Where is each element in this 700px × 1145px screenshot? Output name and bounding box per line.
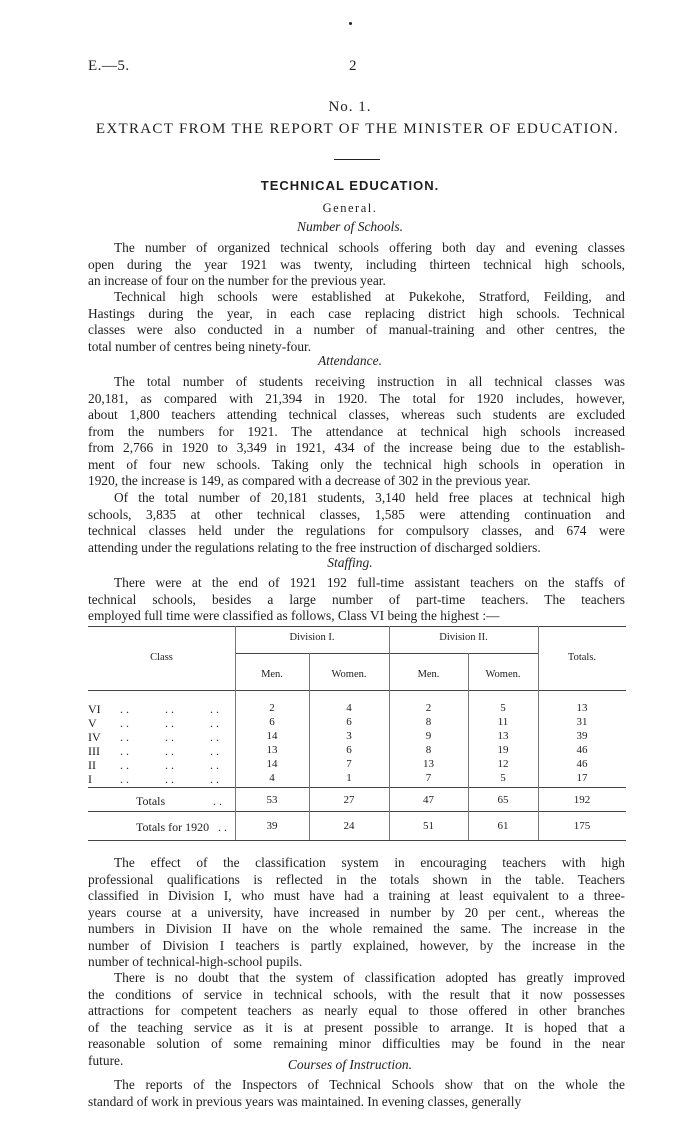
row-class-label: III xyxy=(88,744,100,758)
table-cell-d1w: 4 xyxy=(346,702,352,714)
text-line: standard of work in previous years was maintained. In evening classes, generally xyxy=(88,1093,522,1109)
table-cell-d2m: 9 xyxy=(425,730,432,742)
text-line: numbers in Division II have on the whole remained the same. The increase in the xyxy=(88,921,625,936)
row-class-label: IV xyxy=(88,730,101,744)
paragraph-number-of-schools xyxy=(88,240,625,290)
text-line: The reports of the Inspectors of Technical Schools show that on the whole the xyxy=(114,1077,625,1092)
row-class-label: VI xyxy=(88,702,101,716)
document-title: EXTRACT FROM THE REPORT OF THE MINISTER OF EDUCATION. xyxy=(95,121,620,137)
totals-1920-d1-men: 39 xyxy=(266,820,278,832)
text-line: an increase of four on the number for the previous year. xyxy=(88,273,386,288)
text-line: The total number of students receiving instruction in all technical classes was xyxy=(114,374,625,389)
table-cell-d2w: 19 xyxy=(497,744,509,756)
table-cell-d2w: 12 xyxy=(497,758,509,770)
table-cell-d2w: 5 xyxy=(500,702,506,714)
table-body-rule xyxy=(88,787,626,788)
general-heading: General. xyxy=(322,201,378,215)
table-division-rule xyxy=(235,653,538,654)
section-title: TECHNICAL EDUCATION. xyxy=(260,178,440,193)
text-line: schools, 3,835 at other technical classes, 1,585 were attending continuation and xyxy=(88,506,625,522)
table-cell-tot: 39 xyxy=(576,730,588,742)
row-leader: . . xyxy=(165,744,174,758)
table-cell-d2w: 11 xyxy=(497,716,509,728)
totals-1920-d1-women: 24 xyxy=(343,820,355,832)
row-leader: . . xyxy=(213,794,222,808)
table-cell-tot: 46 xyxy=(576,744,588,756)
table-cell-d2m: 7 xyxy=(425,772,432,784)
teacher-classification-table xyxy=(88,620,626,840)
text-line: attractions for competent teachers as nearly equal to those offered in other branches xyxy=(88,1003,625,1018)
text-line: technical schools, besides a large number of part-time teachers. The teachers xyxy=(88,591,625,607)
text-line: 1920, the increase is 149, as compared with a decrease of 302 in the previous year. xyxy=(88,473,531,488)
division-1-header: Division I. xyxy=(289,632,335,643)
table-cell-d2m: 8 xyxy=(425,744,432,756)
text-line: open during the year 1921 was twenty, including thirteen technical high schools, xyxy=(88,256,625,272)
text-line: the conditions of service in technical schools, with the result that it now possesses xyxy=(88,986,625,1002)
table-cell-tot: 46 xyxy=(576,758,588,770)
text-line: There is no doubt that the system of classification adopted has greatly improved xyxy=(114,970,625,985)
table-cell-d2w: 5 xyxy=(500,772,506,784)
text-line: reasonable solution of some remaining minor difficulties may be found in the near xyxy=(88,1036,625,1051)
subheading-courses: Courses of Instruction. xyxy=(287,1057,413,1072)
text-line: Technical high schools were established at Pukekohe, Stratford, Feilding, and xyxy=(114,289,625,304)
table-cell-d2m: 2 xyxy=(425,702,432,714)
text-line: The number of organized technical schools offering both day and evening classes xyxy=(114,240,625,255)
row-leader: . . xyxy=(120,702,129,716)
text-line: classes were also conducted in a number of manual-training and other centres, the xyxy=(88,322,625,337)
row-class-label: I xyxy=(88,772,92,786)
table-cell-d1w: 3 xyxy=(346,730,352,742)
table-totals-rule xyxy=(88,811,626,812)
row-leader: . . xyxy=(210,758,219,772)
text-line: about 1,800 teachers attending technical classes, whereas such students are excluded xyxy=(88,407,625,422)
row-leader: . . xyxy=(165,730,174,744)
title-rule xyxy=(334,159,380,160)
page-number: 2 xyxy=(349,58,357,74)
paragraph-new-schools xyxy=(88,289,625,355)
table-cell-d1m: 14 xyxy=(266,758,278,770)
paragraph-free-places xyxy=(88,490,625,556)
text-line: classified in Division I, who must have had a training at least equivalent to a three- xyxy=(88,888,625,903)
row-leader: . . xyxy=(218,820,227,834)
division-2-men-header: Men. xyxy=(417,669,440,680)
paragraph-conditions-of-service xyxy=(88,970,625,1069)
totals-grand: 192 xyxy=(573,794,591,806)
paragraph-courses xyxy=(88,1077,625,1110)
row-class-label: II xyxy=(88,758,96,772)
row-leader: . . xyxy=(210,730,219,744)
row-leader: . . xyxy=(210,772,219,786)
totals-d2-women: 65 xyxy=(497,794,509,806)
totals-d2-men: 47 xyxy=(423,794,434,806)
table-cell-d2m: 8 xyxy=(425,716,432,728)
totals-1920-d2-men: 51 xyxy=(423,820,434,832)
totals-1920-grand: 175 xyxy=(573,820,591,832)
class-column-header: Class xyxy=(150,652,173,663)
totals-column-header: Totals. xyxy=(567,652,597,663)
table-cell-d2w: 13 xyxy=(497,730,509,742)
totals-d1-men: 53 xyxy=(266,794,278,806)
text-line: number of Division I teachers is partly explained, however, by the increase in the xyxy=(88,937,625,953)
text-line: 20,181, as compared with 21,394 in 1920. The total for 1920 includes, however, xyxy=(88,390,625,406)
text-line: There were at the end of 1921 192 full-time assistant teachers on the staffs of xyxy=(114,575,625,590)
document-number: No. 1. xyxy=(328,99,372,115)
row-leader: . . xyxy=(120,772,129,786)
totals-1920-d2-women: 61 xyxy=(497,820,509,832)
table-cell-d1w: 1 xyxy=(346,772,352,784)
text-line: employed full time were classified as follows, Class VI being the highest :— xyxy=(88,608,500,623)
row-leader: . . xyxy=(120,744,129,758)
table-cell-d1m: 2 xyxy=(269,702,275,714)
paragraph-staffing xyxy=(88,575,625,625)
table-cell-d1w: 6 xyxy=(346,744,352,756)
row-leader: . . xyxy=(165,702,174,716)
row-class-label: V xyxy=(88,716,97,730)
document-reference: E.—5. xyxy=(88,58,130,74)
table-header-rule xyxy=(88,690,626,691)
subheading-attendance: Attendance. xyxy=(317,353,383,368)
totals-row-label: Totals xyxy=(136,794,166,808)
row-leader: . . xyxy=(120,758,129,772)
table-bottom-rule xyxy=(88,840,626,841)
table-cell-d1m: 13 xyxy=(266,744,278,756)
division-1-men-header: Men. xyxy=(261,669,283,680)
table-cell-tot: 13 xyxy=(576,702,588,714)
text-line: Hastings during the year, in each case replacing district high schools. Technical xyxy=(88,305,625,321)
division-1-women-header: Women. xyxy=(331,669,367,680)
text-line: professional qualifications is reflected in the totals shown in the table. Teachers xyxy=(88,871,625,887)
table-cell-d1m: 14 xyxy=(266,730,278,742)
table-cell-tot: 31 xyxy=(576,716,588,728)
row-leader: . . xyxy=(165,758,174,772)
text-line: ment of four new schools. Taking only the technical high schools in operation in xyxy=(88,456,625,472)
paragraph-attendance xyxy=(88,374,625,490)
text-line: total number of centres being ninety-four. xyxy=(88,338,312,354)
text-line: attending under the regulations relating to the free instruction of discharged soldiers. xyxy=(88,539,541,555)
division-2-header: Division II. xyxy=(439,632,488,643)
text-line: Of the total number of 20,181 students, 3,140 held free places at technical high xyxy=(114,490,625,505)
subheading-number-of-schools: Number of Schools. xyxy=(296,219,404,234)
text-line: The effect of the classification system in encouraging teachers with high xyxy=(114,855,625,870)
text-line: future. xyxy=(88,1052,124,1068)
totals-d1-women: 27 xyxy=(343,794,355,806)
row-leader: . . xyxy=(120,716,129,730)
text-line: number of technical-high-school pupils. xyxy=(88,954,303,969)
text-line: of the teaching service as it is at present possible to arrange. It is hoped that a xyxy=(88,1019,625,1035)
row-leader: . . xyxy=(165,772,174,786)
page-speck xyxy=(349,22,352,25)
table-cell-d1w: 6 xyxy=(346,716,352,728)
row-leader: . . xyxy=(210,716,219,730)
paragraph-classification-effect xyxy=(88,855,625,971)
row-leader: . . xyxy=(165,716,174,730)
subheading-staffing: Staffing. xyxy=(327,555,373,570)
table-cell-d1m: 4 xyxy=(269,772,275,784)
row-leader: . . xyxy=(210,702,219,716)
division-2-women-header: Women. xyxy=(485,669,521,680)
row-leader: . . xyxy=(210,744,219,758)
table-cell-d2m: 13 xyxy=(423,758,434,770)
table-top-rule xyxy=(88,626,626,627)
table-cell-tot: 17 xyxy=(576,772,588,784)
text-line: years course at a university, have increased in number by 20 per cent., whereas the xyxy=(88,904,625,920)
row-leader: . . xyxy=(120,730,129,744)
table-cell-d1w: 7 xyxy=(346,758,352,770)
text-line: technical classes held under the regulations for compulsory classes, and 674 were xyxy=(88,523,625,538)
table-cell-d1m: 6 xyxy=(269,716,275,728)
text-line: from the numbers for 1921. The attendance at technical high schools increased xyxy=(88,423,625,439)
totals-1920-label: Totals for 1920 xyxy=(136,820,210,834)
text-line: from 2,766 in 1920 to 3,349 in 1921, 434 of the increase being due to the establish- xyxy=(88,440,625,455)
